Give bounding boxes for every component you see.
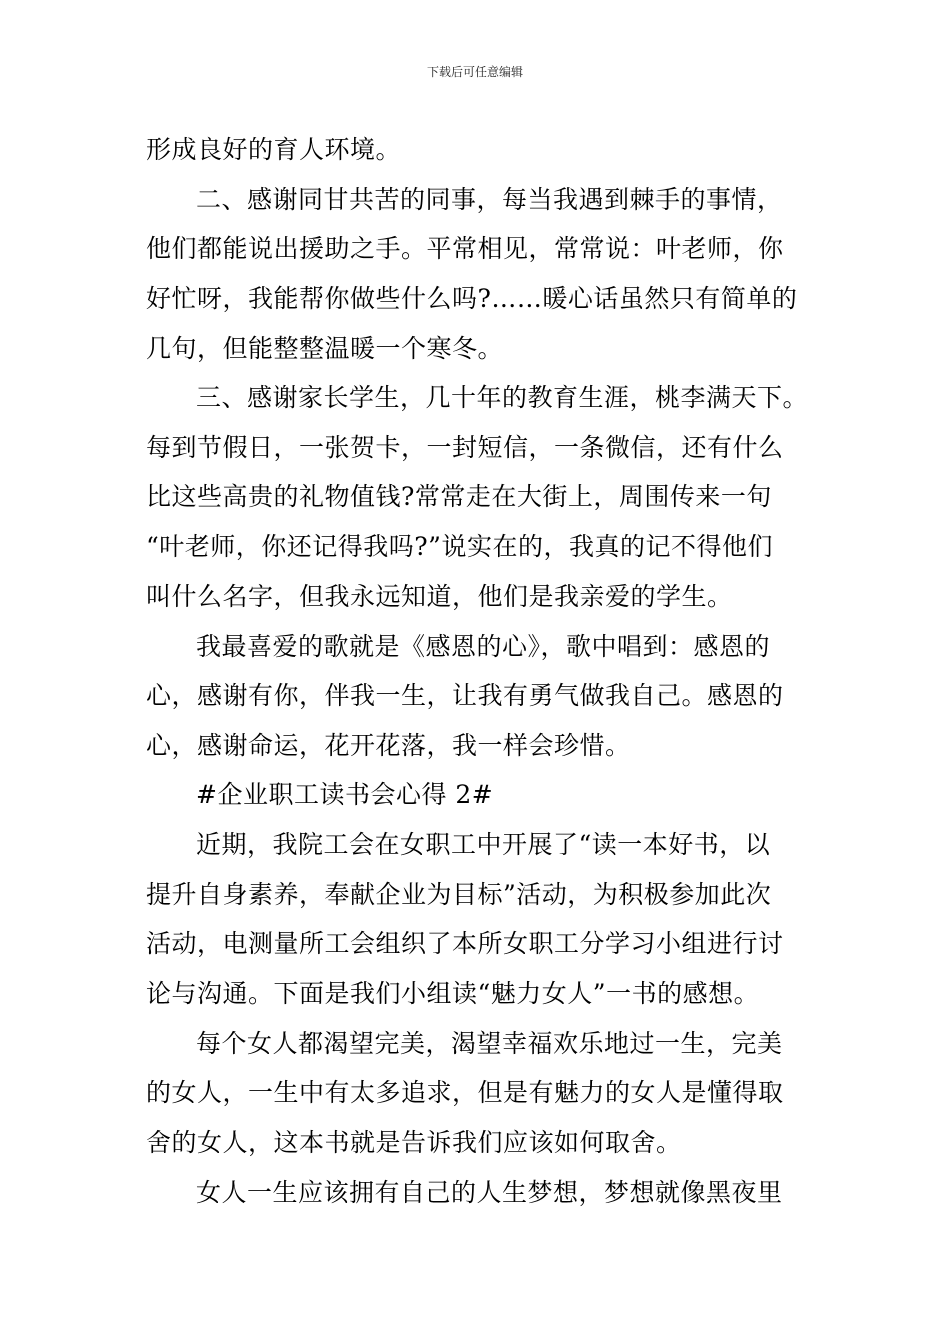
text-line: 活动，电测量所工会组织了本所女职工分学习小组进行讨 <box>146 929 784 958</box>
text-line: 提升自身素养，奉献企业为目标”活动，为积极参加此次 <box>146 880 772 909</box>
text-line: 近期，我院工会在女职工中开展了“读一本好书，以 <box>196 830 771 859</box>
text-line: 几句，但能整整温暖一个寒冬。 <box>146 334 504 363</box>
text-line: 每到节假日，一张贺卡，一封短信，一条微信，还有什么 <box>146 433 784 462</box>
text-line: 每个女人都渴望完美，渴望幸福欢乐地过一生，完美 <box>196 1029 783 1058</box>
text-line: 他们都能说出援助之手。平常相见，常常说：叶老师，你 <box>146 234 784 263</box>
text-line: 三、感谢家长学生，几十年的教育生涯，桃李满天下。 <box>196 383 809 412</box>
text-line: 心，感谢有你，伴我一生，让我有勇气做我自己。感恩的 <box>146 681 784 710</box>
text-line: 二、感谢同甘共苦的同事，每当我遇到棘手的事情， <box>196 185 783 214</box>
text-line: “叶老师，你还记得我吗?”说实在的，我真的记不得他们 <box>146 532 773 561</box>
text-line: 论与沟通。下面是我们小组读“魅力女人”一书的感想。 <box>146 979 760 1008</box>
text-line: 我最喜爱的歌就是《感恩的心》，歌中唱到：感恩的 <box>196 632 771 661</box>
section-heading: #企业职工读书会心得 2# <box>196 780 494 809</box>
text-line: 形成良好的育人环境。 <box>146 135 402 164</box>
text-line: 叫什么名字，但我永远知道，他们是我亲爱的学生。 <box>146 582 733 611</box>
text-line: 心，感谢命运，花开花落，我一样会珍惜。 <box>146 731 631 760</box>
text-line: 比这些高贵的礼物值钱?常常走在大街上，周围传来一句 <box>146 482 772 511</box>
text-line: 女人一生应该拥有自己的人生梦想，梦想就像黑夜里 <box>196 1178 783 1207</box>
text-line: 舍的女人，这本书就是告诉我们应该如何取舍。 <box>146 1128 682 1157</box>
page-header-note: 下载后可任意编辑 <box>426 65 523 79</box>
text-line: 的女人，一生中有太多追求，但是有魅力的女人是懂得取 <box>146 1078 784 1107</box>
text-line: 好忙呀，我能帮你做些什么吗?……暖心话虽然只有简单的 <box>146 284 798 313</box>
